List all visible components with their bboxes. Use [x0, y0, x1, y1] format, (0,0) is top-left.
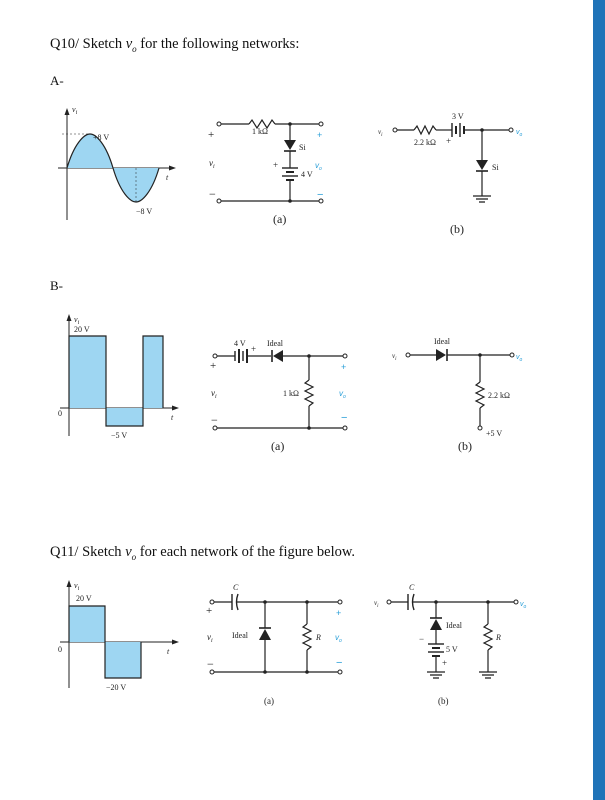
q11-ca-term-out-bot	[338, 670, 342, 674]
a-cb-term-out	[509, 128, 513, 132]
a-cb-vo-label: $v_o$	[516, 129, 523, 138]
q11-ca-term-in-top	[210, 600, 214, 604]
q11-cb-diode-label: Ideal	[446, 621, 462, 630]
q11-cb-term-out	[514, 600, 518, 604]
section-b-label: B-	[50, 278, 63, 293]
q11-wave-zero-label: 0	[58, 645, 62, 654]
a-ca-plus-out: +	[317, 130, 323, 140]
b-cb-diode-icon	[436, 349, 446, 361]
a-ca-term-out-top	[319, 122, 323, 126]
b-cb-vo-label: $v_o$	[516, 354, 523, 363]
b-wave-t-label: t	[171, 413, 174, 422]
a-ca-term-in-bot	[217, 199, 221, 203]
b-wave-high-pulse-2	[143, 336, 163, 408]
b-cb-resistor-label: 2.2 kΩ	[488, 391, 510, 400]
b-ca-resistor-icon	[305, 380, 313, 406]
b-ca-diode-icon	[273, 350, 283, 362]
q11-cb-term-in	[387, 600, 391, 604]
b-wave-low-pulse	[106, 408, 143, 426]
a-ca-resistor-label: 1 kΩ	[252, 127, 268, 136]
b-ca-term-out-top	[343, 354, 347, 358]
q11-wave-y-arrow	[67, 580, 72, 587]
a-ca-vo-label: $v_o$	[315, 161, 322, 172]
b-wave-pos-label: 20 V	[74, 325, 90, 334]
q11-cb-resistor-icon	[484, 624, 492, 650]
a-cb-battery-plus: +	[446, 136, 452, 146]
q11-cb-battery-label: 5 V	[446, 645, 458, 654]
q11-suffix: for each network of the figure below.	[136, 544, 356, 560]
b-circuit-a	[205, 336, 355, 456]
q11-cb-vi-label: $v_i$	[374, 599, 379, 609]
a-wave-t-label: t	[166, 173, 169, 182]
b-wave-high-pulse-1	[69, 336, 106, 408]
q11-ca-caption: (a)	[264, 696, 274, 706]
a-ca-vi-label: $v_i$	[209, 158, 215, 170]
b-ca-diode-label: Ideal	[267, 339, 283, 348]
q11-prefix: Q11/ Sketch	[50, 544, 126, 560]
b-ca-term-out-bot	[343, 426, 347, 430]
q11-wave-t-label: t	[167, 647, 170, 656]
a-ca-minus-out: −	[317, 189, 324, 201]
q11-ca-plus-in: +	[206, 605, 213, 617]
a-cb-diode-label: Si	[492, 163, 499, 172]
b-wave-vi-label: $v_i$	[74, 315, 80, 326]
q11-ca-diode-label: Ideal	[232, 631, 248, 640]
q11-circuit-b	[370, 584, 530, 710]
a-cb-resistor-icon	[414, 126, 436, 134]
q11-cb-diode-icon	[430, 619, 442, 630]
b-cb-term-in	[406, 353, 410, 357]
b-cb-supply-label: +5 V	[486, 429, 503, 438]
b-circuit-b	[388, 336, 528, 458]
b-ca-caption: (a)	[271, 439, 285, 453]
a-cb-term-in	[393, 128, 397, 132]
a-wave-pos-label: +8 V	[93, 133, 110, 142]
q10-suffix: for the following networks:	[136, 36, 300, 52]
q11-wave-pos-label: 20 V	[76, 594, 92, 603]
q11-cb-battery-minus: −	[419, 634, 425, 644]
q11-sub: o	[131, 551, 137, 562]
b-cb-vi-label: $v_i$	[392, 352, 397, 362]
a-ca-battery-label: 4 V	[301, 170, 313, 179]
q11-ca-term-out-top	[338, 600, 342, 604]
b-ca-term-in-top	[213, 354, 217, 358]
a-wave-x-arrow	[169, 166, 176, 171]
b-wave-y-arrow	[67, 314, 72, 321]
a-ca-plus-in: +	[208, 129, 215, 141]
q11-cb-cap-label: C	[409, 583, 415, 592]
q11-wave-x-arrow	[172, 640, 179, 645]
b-wave-neg-label: −5 V	[111, 431, 128, 440]
a-ca-battery-plus: +	[273, 160, 279, 170]
a-wave-neg-label: −8 V	[136, 207, 153, 216]
q11-cb-vo-label: $v_o$	[520, 601, 527, 610]
section-a-label: A-	[50, 73, 64, 88]
q11-ca-vo-label: $v_o$	[335, 633, 342, 644]
q10-sub: o	[132, 43, 137, 54]
q11-ca-vi-label: $v_i$	[207, 632, 213, 644]
q11-square-waveform	[52, 578, 182, 696]
b-wave-x-arrow	[172, 406, 179, 411]
q11-wave-neg-label: −20 V	[106, 683, 127, 692]
b-ca-battery-plus: +	[251, 344, 257, 354]
q11-circuit-a	[200, 584, 350, 710]
b-ca-minus-in: −	[211, 413, 218, 427]
a-wave-vi-label: $v_i$	[72, 105, 78, 116]
q10-heading	[50, 36, 299, 54]
a-ca-diode-label: Si	[299, 143, 306, 152]
q11-ca-minus-in: −	[207, 657, 214, 671]
a-wave-y-arrow	[65, 108, 70, 115]
b-ca-vi-label: $v_i$	[211, 388, 217, 400]
q11-var: v	[125, 544, 132, 560]
q11-wave-high-pulse	[69, 606, 105, 642]
b-cb-caption: (b)	[458, 439, 472, 453]
a-circuit-a	[205, 110, 335, 235]
q11-ca-resistor-label: R	[316, 633, 321, 642]
a-circuit-b	[372, 108, 532, 238]
b-cb-term-out	[510, 353, 514, 357]
a-ca-term-in-top	[217, 122, 221, 126]
b-wave-zero-label: 0	[58, 409, 62, 418]
q11-cb-caption: (b)	[438, 696, 449, 706]
q11-ca-diode-icon	[259, 629, 271, 640]
q11-wave-low-pulse	[105, 642, 141, 678]
a-ca-minus-in: −	[209, 187, 216, 201]
a-cb-battery-label: 3 V	[452, 112, 464, 121]
b-cb-resistor-icon	[476, 382, 484, 408]
a-ca-diode-icon	[284, 140, 296, 150]
q10-prefix: Q10/ Sketch	[50, 36, 126, 52]
b-square-waveform	[52, 312, 182, 444]
b-cb-diode-label: Ideal	[434, 337, 450, 346]
b-ca-plus-in: +	[210, 360, 217, 372]
q11-cb-battery-plus: +	[442, 658, 448, 668]
q10-var: v	[125, 36, 133, 52]
b-ca-plus-out: +	[341, 362, 347, 372]
b-cb-supply-term	[478, 426, 482, 430]
b-ca-vo-label: $v_o$	[339, 389, 346, 400]
q11-cb-resistor-label: R	[496, 633, 501, 642]
a-sine-waveform	[50, 100, 180, 230]
q11-ca-cap-label: C	[233, 583, 239, 592]
q11-ca-resistor-icon	[303, 624, 311, 650]
q11-ca-plus-out: +	[336, 608, 342, 618]
page-edge-strip	[593, 0, 605, 800]
q11-heading	[50, 544, 355, 562]
b-ca-minus-out: −	[341, 412, 348, 424]
b-ca-battery-label: 4 V	[234, 339, 246, 348]
a-cb-resistor-label: 2.2 kΩ	[414, 138, 436, 147]
b-ca-resistor-label: 1 kΩ	[283, 389, 299, 398]
a-cb-diode-icon	[476, 160, 488, 170]
q11-ca-minus-out: −	[336, 657, 343, 669]
q11-wave-vi-label: $v_i$	[74, 581, 80, 592]
a-cb-caption: (b)	[450, 222, 464, 236]
a-cb-vi-label: $v_i$	[378, 128, 383, 138]
a-ca-caption: (a)	[273, 212, 287, 226]
